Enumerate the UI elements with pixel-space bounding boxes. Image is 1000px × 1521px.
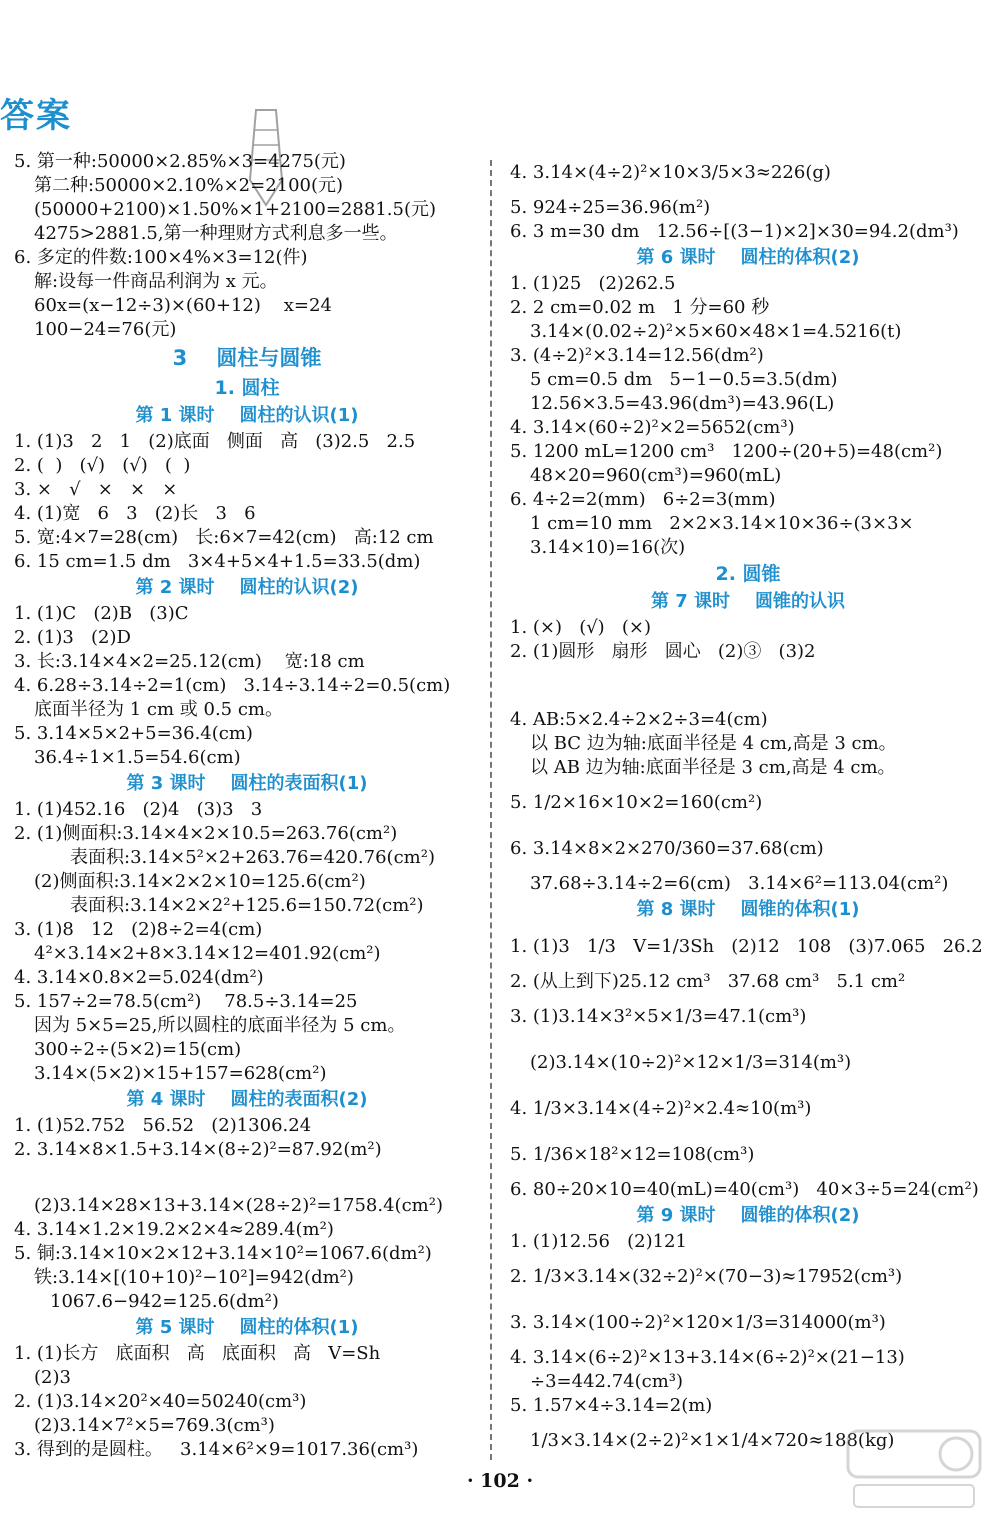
answer-line: 6. 多定的件数:100×4%×3=12(件) <box>14 247 308 268</box>
answer-line <box>14 1162 480 1194</box>
lesson-heading: 第 5 课时 圆柱的体积(1) <box>135 1317 359 1338</box>
answer-line: 2. (1)3.14×20²×40=50240(cm³) <box>14 1391 307 1412</box>
answer-line: 5. 1200 mL=1200 cm³ 1200÷(20+5)=48(cm²) <box>510 441 943 462</box>
answer-line: 5. 1/2×16×10×2=160(cm²) <box>510 792 763 813</box>
answer-line: 5. 宽:4×7=28(cm) 长:6×7=42(cm) 高:12 cm <box>14 527 434 548</box>
lesson-heading: 第 1 课时 圆柱的认识(1) <box>135 405 359 426</box>
lesson-heading: 第 9 课时 圆锥的体积(2) <box>636 1205 860 1226</box>
chapter-heading: 3 圆柱与圆锥 <box>172 346 322 370</box>
answer-line: 5. 第一种:50000×2.85%×3=4275(元) <box>14 151 346 172</box>
answer-line: 4. 3.14×(60÷2)²×2=5652(cm³) <box>510 417 795 438</box>
answer-line: 铁:3.14×[(10+10)²−10²]=942(dm²) <box>34 1267 354 1288</box>
answer-line: (50000+2100)×1.50%×1+2100=2881.5(元) <box>34 199 436 220</box>
answer-line: 2. (1)侧面积:3.14×4×2×10.5=263.76(cm²) <box>14 823 398 844</box>
answer-line: 6. 80÷20×10=40(mL)=40(cm³) 40×3÷5=24(cm²) <box>510 1179 979 1200</box>
right-column <box>510 150 986 1464</box>
answer-line: 5 cm=0.5 dm 5−1−0.5=3.5(dm) <box>530 369 838 390</box>
answer-line: 1. (1)3 2 1 (2)底面 侧面 高 (3)2.5 2.5 <box>14 431 416 452</box>
answer-line: 1. (1)C (2)B (3)C <box>14 603 189 624</box>
answer-line: 4²×3.14×2+8×3.14×12=401.92(cm²) <box>34 943 381 964</box>
answer-line: 6. 15 cm=1.5 dm 3×4+5×4+1.5=33.5(dm) <box>14 551 421 572</box>
page-number: · 102 · <box>466 1470 534 1492</box>
answer-line: 5. 3.14×5×2+5=36.4(cm) <box>14 723 253 744</box>
answer-line: 2. 1/3×3.14×(32÷2)²×(70−3)≈17952(cm³) <box>510 1266 903 1287</box>
answer-line: 6. 4÷2=2(mm) 6÷2=3(mm) <box>510 489 776 510</box>
answer-line: 1. (1)3 1/3 V=1/3Sh (2)12 108 (3)7.065 26.2 <box>510 936 983 957</box>
answer-line: 2. (从上到下)25.12 cm³ 37.68 cm³ 5.1 cm² <box>510 971 906 992</box>
lesson-heading: 第 4 课时 圆柱的表面积(2) <box>126 1089 368 1110</box>
answer-line: 1067.6−942=125.6(dm²) <box>50 1291 279 1312</box>
answer-line: 3.14×10)=16(次) <box>530 537 686 558</box>
answer-line: 3. 得到的是圆柱。 3.14×6²×9=1017.36(cm³) <box>14 1439 419 1460</box>
page-title: 答案 <box>0 96 72 136</box>
answer-line: 6. 3.14×8×2×270/360=37.68(cm) <box>510 838 824 859</box>
answer-line: 解:设每一件商品利润为 x 元。 <box>34 271 278 292</box>
lesson-heading: 第 8 课时 圆锥的体积(1) <box>636 899 860 920</box>
answer-line: (2)3 <box>34 1367 71 1388</box>
answer-line: 5. 1.57×4÷3.14=2(m) <box>510 1395 713 1416</box>
answer-line: 1. (1)25 (2)262.5 <box>510 273 676 294</box>
answer-line: 3. (4÷2)²×3.14=12.56(dm²) <box>510 345 764 366</box>
answer-line: 4. 3.14×(6÷2)²×13+3.14×(6÷2)²×(21−13) <box>510 1347 905 1368</box>
lesson-heading: 第 7 课时 圆锥的认识 <box>650 591 846 612</box>
answer-line: 以 BC 边为轴:底面半径是 4 cm,高是 3 cm。 <box>530 733 897 754</box>
answer-line: 3. × √ × × × <box>14 479 178 500</box>
answer-line: (2)侧面积:3.14×2×2×10=125.6(cm²) <box>34 871 366 892</box>
answer-line: 第二种:50000×2.10%×2=2100(元) <box>34 175 344 196</box>
answer-line: 3.14×(0.02÷2)²×5×60×48×1=4.5216(t) <box>530 321 902 342</box>
left-column <box>14 150 480 1462</box>
answer-line: 1. (×) (√) (×) <box>510 617 651 638</box>
answer-line: 3. 3.14×(100÷2)²×120×1/3=314000(m³) <box>510 1312 886 1333</box>
answer-line: (2)3.14×7²×5=769.3(cm³) <box>34 1415 275 1436</box>
answer-line: 以 AB 边为轴:底面半径是 3 cm,高是 4 cm。 <box>530 757 896 778</box>
answer-line: 3. 长:3.14×4×2=25.12(cm) 宽:18 cm <box>14 651 365 672</box>
answer-line: 60x=(x−12÷3)×(60+12) x=24 <box>34 295 332 316</box>
answer-line: ÷3=442.74(cm³) <box>530 1371 684 1392</box>
answer-line: 4. 1/3×3.14×(4÷2)²×2.4≈10(m³) <box>510 1098 812 1119</box>
answer-line: 37.68÷3.14÷2=6(cm) 3.14×6²=113.04(cm²) <box>530 873 949 894</box>
answer-line: 1 cm=10 mm 2×2×3.14×10×36÷(3×3× <box>530 513 914 534</box>
answer-line: 2. ( ) (√) (√) ( ) <box>14 455 191 476</box>
unit-heading: 2. 圆锥 <box>715 563 781 585</box>
answer-line: 1. (1)452.16 (2)4 (3)3 3 <box>14 799 263 820</box>
answer-line: 表面积:3.14×2×2²+125.6=150.72(cm²) <box>70 895 424 916</box>
answer-line: 2. (1)3 (2)D <box>14 627 131 648</box>
answer-line: 1/3×3.14×(2÷2)²×1×1/4×720≈188(kg) <box>530 1430 895 1451</box>
lesson-heading: 第 6 课时 圆柱的体积(2) <box>636 247 860 268</box>
answer-line: 底面半径为 1 cm 或 0.5 cm。 <box>34 699 283 720</box>
answer-line: 1. (1)52.752 56.52 (2)1306.24 <box>14 1115 312 1136</box>
answer-line: 300÷2÷(5×2)=15(cm) <box>34 1039 242 1060</box>
answer-line: 5. 157÷2=78.5(cm²) 78.5÷3.14=25 <box>14 991 358 1012</box>
answer-line: 表面积:3.14×5²×2+263.76=420.76(cm²) <box>70 847 435 868</box>
answer-line: (2)3.14×28×13+3.14×(28÷2)²=1758.4(cm²) <box>34 1195 443 1216</box>
column-divider <box>490 160 492 1460</box>
answer-line: 4. 3.14×1.2×19.2×2×4≈289.4(m²) <box>14 1219 334 1240</box>
unit-heading: 1. 圆柱 <box>214 377 280 399</box>
answer-line: 4. 6.28÷3.14÷2=1(cm) 3.14÷3.14÷2=0.5(cm) <box>14 675 451 696</box>
answer-line: 4. (1)宽 6 3 (2)长 3 6 <box>14 503 256 524</box>
answer-line: 6. 3 m=30 dm 12.56÷[(3−1)×2]×30=94.2(dm³) <box>510 221 959 242</box>
answer-line: 100−24=76(元) <box>34 319 177 340</box>
answer-line: 2. (1)圆形 扇形 圆心 (2)③ (3)2 <box>510 641 816 662</box>
answer-line: 1. (1)12.56 (2)121 <box>510 1231 687 1252</box>
answer-line: 5. 铜:3.14×10×2×12+3.14×10²=1067.6(dm²) <box>14 1243 432 1264</box>
answer-line <box>510 664 986 708</box>
lesson-heading: 第 3 课时 圆柱的表面积(1) <box>126 773 368 794</box>
answer-line: 12.56×3.5=43.96(dm³)=43.96(L) <box>530 393 835 414</box>
answer-line: 4275>2881.5,第一种理财方式利息多一些。 <box>34 223 398 244</box>
answer-line: 36.4÷1×1.5=54.6(cm) <box>34 747 241 768</box>
lesson-heading: 第 2 课时 圆柱的认识(2) <box>135 577 359 598</box>
answer-line: 3. (1)8 12 (2)8÷2=4(cm) <box>14 919 263 940</box>
answer-line: 48×20=960(cm³)=960(mL) <box>530 465 782 486</box>
answer-line: 4. 3.14×(4÷2)²×10×3/5×3≈226(g) <box>510 162 831 183</box>
answer-line: 因为 5×5=25,所以圆柱的底面半径为 5 cm。 <box>34 1015 406 1036</box>
answer-line: 1. (1)长方 底面积 高 底面积 高 V=Sh <box>14 1343 381 1364</box>
watermark-logo-icon <box>844 1423 984 1513</box>
answer-line: 3. (1)3.14×3²×5×1/3=47.1(cm³) <box>510 1006 807 1027</box>
answer-line: 4. 3.14×0.8×2=5.024(dm²) <box>14 967 264 988</box>
answer-line: 3.14×(5×2)×15+157=628(cm²) <box>34 1063 327 1084</box>
answer-line: 4. AB:5×2.4÷2×2÷3=4(cm) <box>510 709 768 730</box>
answer-line: 5. 924÷25=36.96(m²) <box>510 197 711 218</box>
answer-line: 2. 2 cm=0.02 m 1 分=60 秒 <box>510 297 770 318</box>
answer-line: 5. 1/36×18²×12=108(cm³) <box>510 1144 755 1165</box>
answer-line: (2)3.14×(10÷2)²×12×1/3=314(m³) <box>530 1052 852 1073</box>
answer-line: 2. 3.14×8×1.5+3.14×(8÷2)²=87.92(m²) <box>14 1139 382 1160</box>
